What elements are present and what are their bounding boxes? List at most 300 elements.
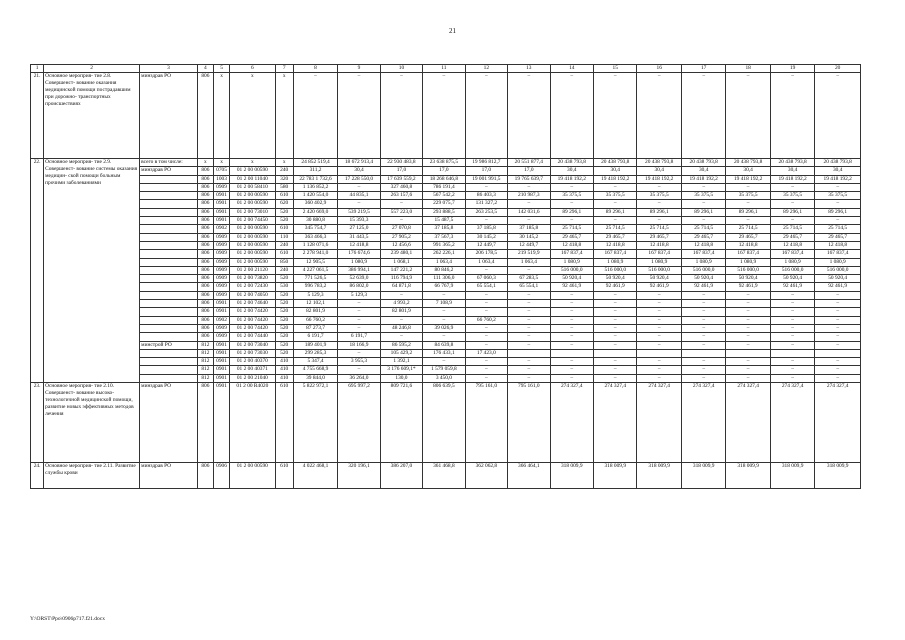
- value-cell: –: [550, 341, 593, 349]
- executor-cell: [140, 291, 198, 299]
- code-cell: 240: [275, 167, 293, 175]
- value-cell: 25 714,5: [726, 225, 770, 233]
- value-cell: 3 450,0: [423, 374, 465, 382]
- header-cell-10: 10: [380, 65, 422, 73]
- value-cell: –: [726, 341, 770, 349]
- value-cell: 320 196,1: [338, 463, 380, 489]
- value-cell: 92 461,9: [550, 283, 593, 291]
- code-cell: 01 2 00 40371: [230, 366, 275, 374]
- value-cell: 795 161,0: [465, 383, 507, 463]
- value-cell: 12 418,8: [594, 241, 637, 249]
- value-cell: 274 327,4: [726, 383, 770, 463]
- code-cell: 812: [197, 366, 213, 374]
- code-cell: x: [230, 159, 275, 167]
- value-cell: 5 347,4: [293, 358, 337, 366]
- value-cell: –: [550, 217, 593, 225]
- code-cell: 410: [275, 358, 293, 366]
- value-cell: 516 000,0: [815, 266, 861, 274]
- value-cell: –: [815, 308, 861, 316]
- value-cell: [594, 349, 637, 357]
- value-cell: 89 296,1: [770, 208, 814, 216]
- header-cell-16: 16: [637, 65, 681, 73]
- value-cell: 1 068,1: [380, 258, 422, 266]
- header-cell-9: 9: [338, 65, 380, 73]
- value-cell: 786 191,4: [423, 183, 465, 191]
- code-cell: 620: [275, 200, 293, 208]
- table-row: [31, 333, 861, 341]
- value-cell: 5 129,3: [338, 291, 380, 299]
- value-cell: 18 672 913,4: [338, 159, 380, 167]
- value-cell: 17,0: [508, 167, 550, 175]
- value-cell: –: [681, 341, 725, 349]
- value-cell: 18 268 646,8: [423, 175, 465, 183]
- value-cell: 30,4: [770, 167, 814, 175]
- value-cell: –: [770, 366, 814, 374]
- value-cell: –: [815, 291, 861, 299]
- code-cell: 520: [275, 333, 293, 341]
- code-cell: 0901: [213, 349, 229, 357]
- value-cell: 25 714,5: [815, 225, 861, 233]
- header-cell-4: 4: [197, 65, 213, 73]
- value-cell: 299 285,3: [293, 349, 337, 357]
- value-cell: 52 639,0: [338, 275, 380, 283]
- value-cell: –: [550, 358, 593, 366]
- value-cell: –: [815, 200, 861, 208]
- value-cell: 991 365,2: [423, 241, 465, 249]
- value-cell: 274 327,4: [770, 383, 814, 463]
- value-cell: –: [815, 333, 861, 341]
- table-row: [31, 300, 861, 308]
- code-cell: 610: [275, 225, 293, 233]
- executor-cell: [140, 324, 198, 332]
- table-row: [31, 217, 861, 225]
- value-cell: 18 166,9: [338, 341, 380, 349]
- value-cell: –: [293, 73, 337, 159]
- code-cell: 806: [197, 217, 213, 225]
- value-cell: 86 802,0: [338, 283, 380, 291]
- value-cell: 30,4: [594, 167, 637, 175]
- value-cell: –: [681, 200, 725, 208]
- code-cell: 0902: [213, 316, 229, 324]
- value-cell: [770, 349, 814, 357]
- value-cell: 1 136 852,2: [293, 183, 337, 191]
- value-cell: –: [770, 300, 814, 308]
- code-cell: 806: [197, 383, 213, 463]
- value-cell: 12 418,8: [770, 241, 814, 249]
- code-cell: 01 2 00 00590: [230, 241, 275, 249]
- value-cell: –: [423, 333, 465, 341]
- code-cell: 0901: [213, 366, 229, 374]
- value-cell: –: [465, 341, 507, 349]
- value-cell: –: [594, 324, 637, 332]
- value-cell: 39 026,9: [423, 324, 465, 332]
- code-cell: 01 2 00 74420: [230, 308, 275, 316]
- value-cell: 19 418 192,2: [681, 175, 725, 183]
- value-cell: 4 755 668,9: [293, 366, 337, 374]
- value-cell: 361 468,8: [423, 463, 465, 489]
- value-cell: 263 253,5: [465, 208, 507, 216]
- table-row: [31, 383, 861, 463]
- value-cell: –: [508, 308, 550, 316]
- value-cell: 274 327,4: [637, 383, 681, 463]
- value-cell: –: [465, 308, 507, 316]
- table-row: [31, 266, 861, 274]
- value-cell: –: [637, 200, 681, 208]
- value-cell: –: [550, 366, 593, 374]
- value-cell: 48 246,8: [380, 324, 422, 332]
- value-cell: 12 456,6: [380, 241, 422, 249]
- code-cell: 520: [275, 341, 293, 349]
- value-cell: –: [465, 183, 507, 191]
- value-cell: –: [637, 308, 681, 316]
- code-cell: 410: [275, 374, 293, 382]
- value-cell: –: [338, 366, 380, 374]
- value-cell: –: [637, 291, 681, 299]
- code-cell: 0909: [213, 333, 229, 341]
- table-row: [31, 374, 861, 382]
- value-cell: 318 009,9: [815, 463, 861, 489]
- code-cell: 530: [275, 283, 293, 291]
- executor-cell: [140, 266, 198, 274]
- value-cell: 35 375,5: [726, 192, 770, 200]
- value-cell: 274 327,4: [681, 383, 725, 463]
- value-cell: 116 794,9: [380, 275, 422, 283]
- value-cell: –: [550, 316, 593, 324]
- value-cell: 362 062,8: [465, 463, 507, 489]
- value-cell: [508, 349, 550, 357]
- code-cell: 01 2 00 40370: [230, 358, 275, 366]
- value-cell: 25 714,5: [681, 225, 725, 233]
- value-cell: 30,4: [338, 167, 380, 175]
- table-row: [31, 275, 861, 283]
- value-cell: –: [594, 308, 637, 316]
- value-cell: 31 443,5: [338, 233, 380, 241]
- value-cell: 516 000,0: [681, 266, 725, 274]
- code-cell: 806: [197, 233, 213, 241]
- value-cell: 89 296,1: [594, 208, 637, 216]
- table-row: [31, 73, 861, 159]
- value-cell: –: [508, 183, 550, 191]
- value-cell: 20 438 793,8: [726, 159, 770, 167]
- value-cell: 111 306,0: [423, 275, 465, 283]
- value-cell: 1 420 554,0: [293, 192, 337, 200]
- code-cell: 01 2 00 74420: [230, 324, 275, 332]
- value-cell: 66 767,9: [423, 283, 465, 291]
- code-cell: 806: [197, 316, 213, 324]
- value-cell: 92 461,9: [815, 283, 861, 291]
- header-cell-14: 14: [550, 65, 593, 73]
- value-cell: –: [465, 366, 507, 374]
- code-cell: 520: [275, 291, 293, 299]
- value-cell: 1 063,4: [508, 258, 550, 266]
- code-cell: 01 2 00 00590: [230, 463, 275, 489]
- value-cell: 12 418,8: [637, 241, 681, 249]
- value-cell: –: [594, 341, 637, 349]
- value-cell: 1 080,9: [637, 258, 681, 266]
- header-cell-19: 19: [770, 65, 814, 73]
- value-cell: 167 837,4: [770, 250, 814, 258]
- header-cell-20: 20: [815, 65, 861, 73]
- executor-cell: [140, 358, 198, 366]
- value-cell: 22 930 483,8: [380, 159, 422, 167]
- value-cell: 229 075,7: [423, 200, 465, 208]
- value-cell: 67 283,5: [508, 275, 550, 283]
- value-cell: –: [594, 200, 637, 208]
- value-cell: 363 466,3: [293, 233, 337, 241]
- code-cell: x: [197, 159, 213, 167]
- code-cell: 0909: [213, 258, 229, 266]
- value-cell: 262 226,1: [423, 250, 465, 258]
- value-cell: 1 128 071,6: [293, 241, 337, 249]
- executor-cell: минздрав РО: [140, 463, 198, 489]
- value-cell: –: [550, 333, 593, 341]
- code-cell: 01 2 00 21120: [230, 266, 275, 274]
- value-cell: 29 465,7: [637, 233, 681, 241]
- value-cell: –: [637, 374, 681, 382]
- code-cell: 520: [275, 217, 293, 225]
- value-cell: 516 000,0: [637, 266, 681, 274]
- executor-cell: [140, 374, 198, 382]
- value-cell: –: [423, 358, 465, 366]
- code-cell: 01 2 00 74450: [230, 217, 275, 225]
- value-cell: –: [338, 200, 380, 208]
- code-cell: 01 2 00 00590: [230, 233, 275, 241]
- value-cell: –: [681, 333, 725, 341]
- executor-cell: [140, 333, 198, 341]
- value-cell: 12 418,8: [726, 241, 770, 249]
- header-cell-15: 15: [594, 65, 637, 73]
- table-row: [31, 358, 861, 366]
- code-cell: 520: [275, 324, 293, 332]
- measure-title: Основное мероприя- тие 2.10. Совершенст- вование высоко- технологичной медицинской помощи, развитие новых эффективных методов лечения: [44, 383, 140, 463]
- code-cell: 806: [197, 167, 213, 175]
- value-cell: 30 145,2: [508, 233, 550, 241]
- value-cell: –: [508, 300, 550, 308]
- code-cell: 0909: [213, 275, 229, 283]
- value-cell: –: [338, 183, 380, 191]
- executor-cell: минстрой РО: [140, 341, 198, 349]
- value-cell: 1 080,9: [594, 258, 637, 266]
- code-cell: 520: [275, 275, 293, 283]
- value-cell: 263 157,6: [380, 192, 422, 200]
- value-cell: 219 519,9: [508, 250, 550, 258]
- value-cell: –: [465, 300, 507, 308]
- code-cell: 01 2 00 73030: [230, 349, 275, 357]
- value-cell: 25 714,5: [594, 225, 637, 233]
- value-cell: 50 920,4: [815, 275, 861, 283]
- value-cell: 167 837,4: [550, 250, 593, 258]
- value-cell: –: [594, 374, 637, 382]
- value-cell: –: [770, 333, 814, 341]
- executor-cell: [140, 175, 198, 183]
- executor-cell: [140, 250, 198, 258]
- code-cell: 0901: [213, 341, 229, 349]
- header-cell-2: 2: [44, 65, 140, 73]
- code-cell: 0909: [213, 183, 229, 191]
- executor-cell: минздрав РО: [140, 167, 198, 175]
- value-cell: 1 080,9: [815, 258, 861, 266]
- code-cell: x: [213, 159, 229, 167]
- value-cell: 89 296,1: [681, 208, 725, 216]
- value-cell: 92 461,9: [726, 283, 770, 291]
- value-cell: 274 327,4: [594, 383, 637, 463]
- value-cell: 20 438 793,8: [815, 159, 861, 167]
- value-cell: –: [594, 73, 637, 159]
- value-cell: [726, 349, 770, 357]
- value-cell: –: [423, 308, 465, 316]
- value-cell: 239 480,1: [380, 250, 422, 258]
- value-cell: –: [637, 316, 681, 324]
- value-cell: 19 418 192,2: [770, 175, 814, 183]
- value-cell: –: [770, 308, 814, 316]
- value-cell: –: [815, 217, 861, 225]
- table-row: [31, 308, 861, 316]
- code-cell: 1003: [213, 175, 229, 183]
- code-cell: 0901: [213, 383, 229, 463]
- code-cell: 0902: [213, 225, 229, 233]
- value-cell: 50 920,4: [637, 275, 681, 283]
- table-row: [31, 241, 861, 249]
- table-row: [31, 463, 861, 489]
- executor-cell: [140, 200, 198, 208]
- value-cell: 167 837,4: [726, 250, 770, 258]
- value-cell: [815, 349, 861, 357]
- value-cell: –: [550, 300, 593, 308]
- value-cell: –: [637, 341, 681, 349]
- code-cell: 110: [275, 233, 293, 241]
- value-cell: –: [815, 324, 861, 332]
- code-cell: 0901: [213, 374, 229, 382]
- value-cell: 87 273,7: [293, 324, 337, 332]
- value-cell: 167 837,4: [637, 250, 681, 258]
- header-cell-6: 6: [230, 65, 275, 73]
- table-row: [31, 283, 861, 291]
- value-cell: 20 438 793,8: [681, 159, 725, 167]
- executor-cell: [140, 316, 198, 324]
- header-cell-5: 5: [213, 65, 229, 73]
- code-cell: 240: [275, 241, 293, 249]
- value-cell: 17 423,0: [465, 349, 507, 357]
- value-cell: 327 460,8: [380, 183, 422, 191]
- value-cell: –: [550, 291, 593, 299]
- value-cell: 29 465,7: [726, 233, 770, 241]
- value-cell: –: [550, 324, 593, 332]
- code-cell: 812: [197, 349, 213, 357]
- value-cell: 1 080,9: [770, 258, 814, 266]
- code-cell: x: [275, 159, 293, 167]
- value-cell: –: [594, 183, 637, 191]
- value-cell: 1 063,4: [423, 258, 465, 266]
- value-cell: 318 009,9: [637, 463, 681, 489]
- executor-cell: [140, 283, 198, 291]
- value-cell: 17 228 550,0: [338, 175, 380, 183]
- value-cell: –: [338, 324, 380, 332]
- value-cell: 1 063,4: [465, 258, 507, 266]
- value-cell: 274 327,4: [550, 383, 593, 463]
- value-cell: 147 221,2: [380, 266, 422, 274]
- table-row: [31, 250, 861, 258]
- value-cell: 89 296,1: [550, 208, 593, 216]
- value-cell: 19 418 192,2: [550, 175, 593, 183]
- code-cell: 0909: [213, 283, 229, 291]
- value-cell: 12 418,8: [338, 241, 380, 249]
- code-cell: x: [230, 73, 275, 159]
- value-cell: 39 844,0: [293, 374, 337, 382]
- value-cell: 37 185,8: [508, 225, 550, 233]
- code-cell: x: [213, 73, 229, 159]
- value-cell: 27 905,2: [380, 233, 422, 241]
- value-cell: 19 418 192,2: [726, 175, 770, 183]
- header-cell-12: 12: [465, 65, 507, 73]
- value-cell: 7 108,9: [423, 300, 465, 308]
- table-row: [31, 175, 861, 183]
- value-cell: 3 176 609,1*: [380, 366, 422, 374]
- header-cell-8: 8: [293, 65, 337, 73]
- code-cell: x: [275, 73, 293, 159]
- value-cell: –: [726, 374, 770, 382]
- value-cell: –: [508, 316, 550, 324]
- executor-cell: [140, 258, 198, 266]
- value-cell: 17,0: [380, 167, 422, 175]
- code-cell: 850: [275, 258, 293, 266]
- value-cell: 86 595,2: [380, 341, 422, 349]
- value-cell: 360 402,9: [293, 200, 337, 208]
- value-cell: –: [637, 324, 681, 332]
- executor-cell: [140, 217, 198, 225]
- value-cell: 274 327,4: [815, 383, 861, 463]
- value-cell: 27 070,8: [380, 225, 422, 233]
- value-cell: –: [637, 366, 681, 374]
- value-cell: 29 465,7: [550, 233, 593, 241]
- table-row: [31, 341, 861, 349]
- code-cell: 01 2 00 72430: [230, 283, 275, 291]
- value-cell: 50 920,4: [681, 275, 725, 283]
- value-cell: 12 418,8: [550, 241, 593, 249]
- value-cell: 29 465,7: [594, 233, 637, 241]
- value-cell: 4 227 061,5: [293, 266, 337, 274]
- table-row: [31, 366, 861, 374]
- value-cell: –: [770, 374, 814, 382]
- header-cell-17: 17: [681, 65, 725, 73]
- measure-title: Основное мероприя- тие 2.9. Совершенст- вование системы оказания медицин- ской помощи больным прочими заболеваниями: [44, 159, 140, 383]
- value-cell: –: [550, 73, 593, 159]
- value-cell: –: [465, 266, 507, 274]
- value-cell: –: [726, 291, 770, 299]
- value-cell: 15 393,3: [338, 217, 380, 225]
- value-cell: –: [508, 324, 550, 332]
- code-cell: 01 2 00 00590: [230, 200, 275, 208]
- value-cell: –: [726, 183, 770, 191]
- value-cell: –: [681, 300, 725, 308]
- value-cell: 17 639 559,2: [380, 175, 422, 183]
- table-row: [31, 291, 861, 299]
- value-cell: 25 714,5: [550, 225, 593, 233]
- header-cell-3: 3: [140, 65, 198, 73]
- value-cell: 27 125,0: [338, 225, 380, 233]
- value-cell: 82 801,9: [380, 308, 422, 316]
- value-cell: 516 000,0: [594, 266, 637, 274]
- value-cell: 24 852 519,4: [293, 159, 337, 167]
- value-cell: –: [380, 200, 422, 208]
- value-cell: 92 461,9: [770, 283, 814, 291]
- code-cell: 806: [197, 175, 213, 183]
- code-cell: 806: [197, 192, 213, 200]
- value-cell: –: [681, 358, 725, 366]
- value-cell: 4 993,2: [380, 300, 422, 308]
- value-cell: 318 009,9: [594, 463, 637, 489]
- value-cell: 37 185,8: [465, 225, 507, 233]
- value-cell: –: [594, 366, 637, 374]
